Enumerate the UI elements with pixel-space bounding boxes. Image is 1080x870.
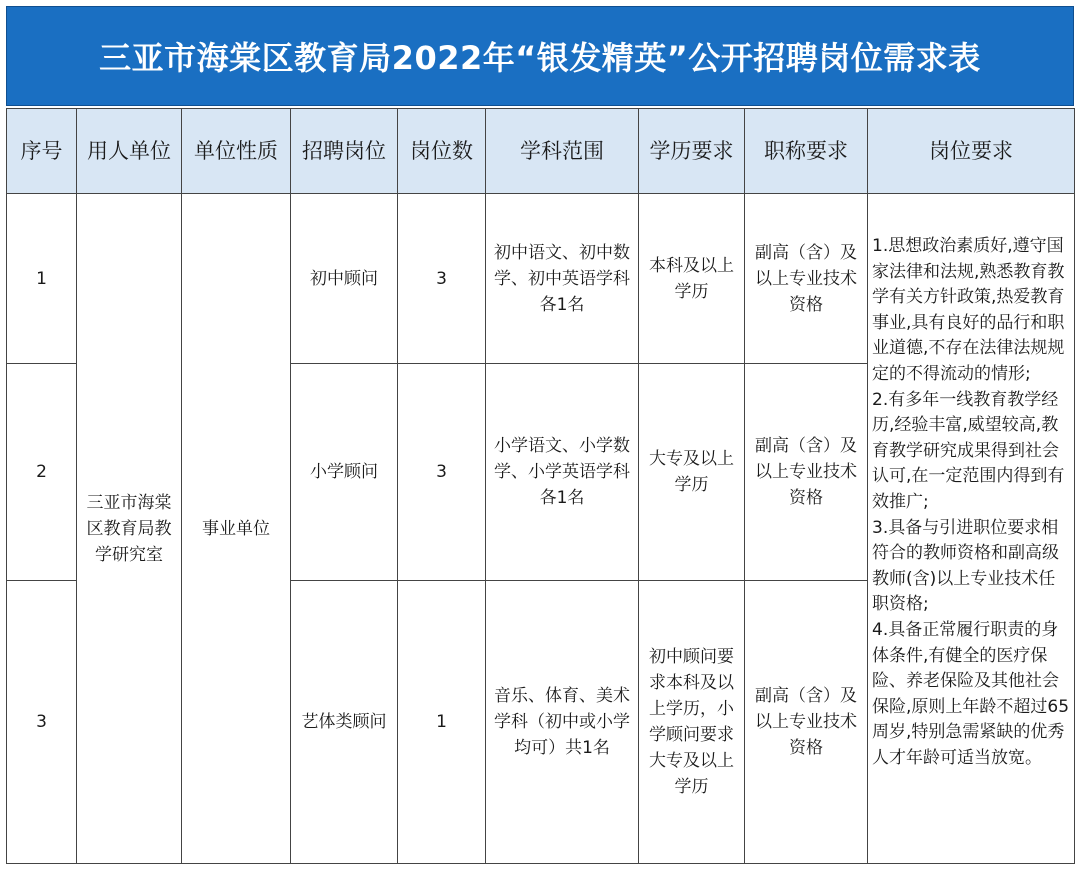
count-cell: 3	[398, 194, 486, 364]
header-cell: 序号	[7, 109, 77, 194]
row-number: 2	[7, 364, 77, 581]
header-cell: 学科范围	[486, 109, 639, 194]
header-cell: 用人单位	[77, 109, 182, 194]
requirements-table	[6, 108, 1075, 864]
header-cell: 岗位数	[398, 109, 486, 194]
subjects-cell: 初中语文、初中数学、初中英语学科各1名	[486, 194, 639, 364]
requirement-item: 3.具备与引进职位要求相符合的教师资格和副高级教师(含)以上专业技术任职资格;	[872, 517, 1059, 615]
count-cell: 3	[398, 364, 486, 581]
header-cell: 招聘岗位	[291, 109, 398, 194]
header-cell: 单位性质	[182, 109, 291, 194]
requirement-item: 4.具备正常履行职责的身体条件,有健全的医疗保险、养老保险及其他社会保险,原则上年龄不超过65周岁,特别急需紧缺的优秀人才年龄可适当放宽。	[872, 619, 1070, 768]
requirements-cell	[868, 194, 1075, 864]
table-row	[7, 194, 1075, 364]
header-cell: 学历要求	[639, 109, 745, 194]
requirement-item: 1.思想政治素质好,遵守国家法律和法规,熟悉教育教学有关方针政策,热爱教育事业,具有良好的品行和职业道德,不存在法律法规规定的不得流动的情形;	[872, 236, 1065, 384]
unit-type-cell: 事业单位	[182, 194, 291, 864]
education-cell: 大专及以上学历	[639, 364, 745, 581]
header-cell: 职称要求	[745, 109, 868, 194]
position-cell: 初中顾问	[291, 194, 398, 364]
header-cell: 岗位要求	[868, 109, 1075, 194]
employer-cell: 三亚市海棠区教育局教学研究室	[77, 194, 182, 864]
page-title: 三亚市海棠区教育局2022年“银发精英”公开招聘岗位需求表	[99, 39, 981, 77]
title-req-cell: 副高（含）及以上专业技术资格	[745, 364, 868, 581]
count-cell: 1	[398, 581, 486, 864]
education-cell: 初中顾问要求本科及以上学历，小学顾问要求大专及以上学历	[639, 581, 745, 864]
title-req-cell: 副高（含）及以上专业技术资格	[745, 581, 868, 864]
position-cell: 小学顾问	[291, 364, 398, 581]
title-banner	[6, 6, 1074, 106]
requirement-item: 2.有多年一线教育教学经历,经验丰富,威望较高,教育教学研究成果得到社会认可,在一定范围内得到有效推广;	[872, 389, 1065, 512]
subjects-cell: 音乐、体育、美术学科（初中或小学均可）共1名	[486, 581, 639, 864]
subjects-cell: 小学语文、小学数学、小学英语学科各1名	[486, 364, 639, 581]
title-req-cell: 副高（含）及以上专业技术资格	[745, 194, 868, 364]
row-number: 3	[7, 581, 77, 864]
header-row	[7, 109, 1075, 194]
row-number: 1	[7, 194, 77, 364]
position-cell: 艺体类顾问	[291, 581, 398, 864]
education-cell: 本科及以上学历	[639, 194, 745, 364]
